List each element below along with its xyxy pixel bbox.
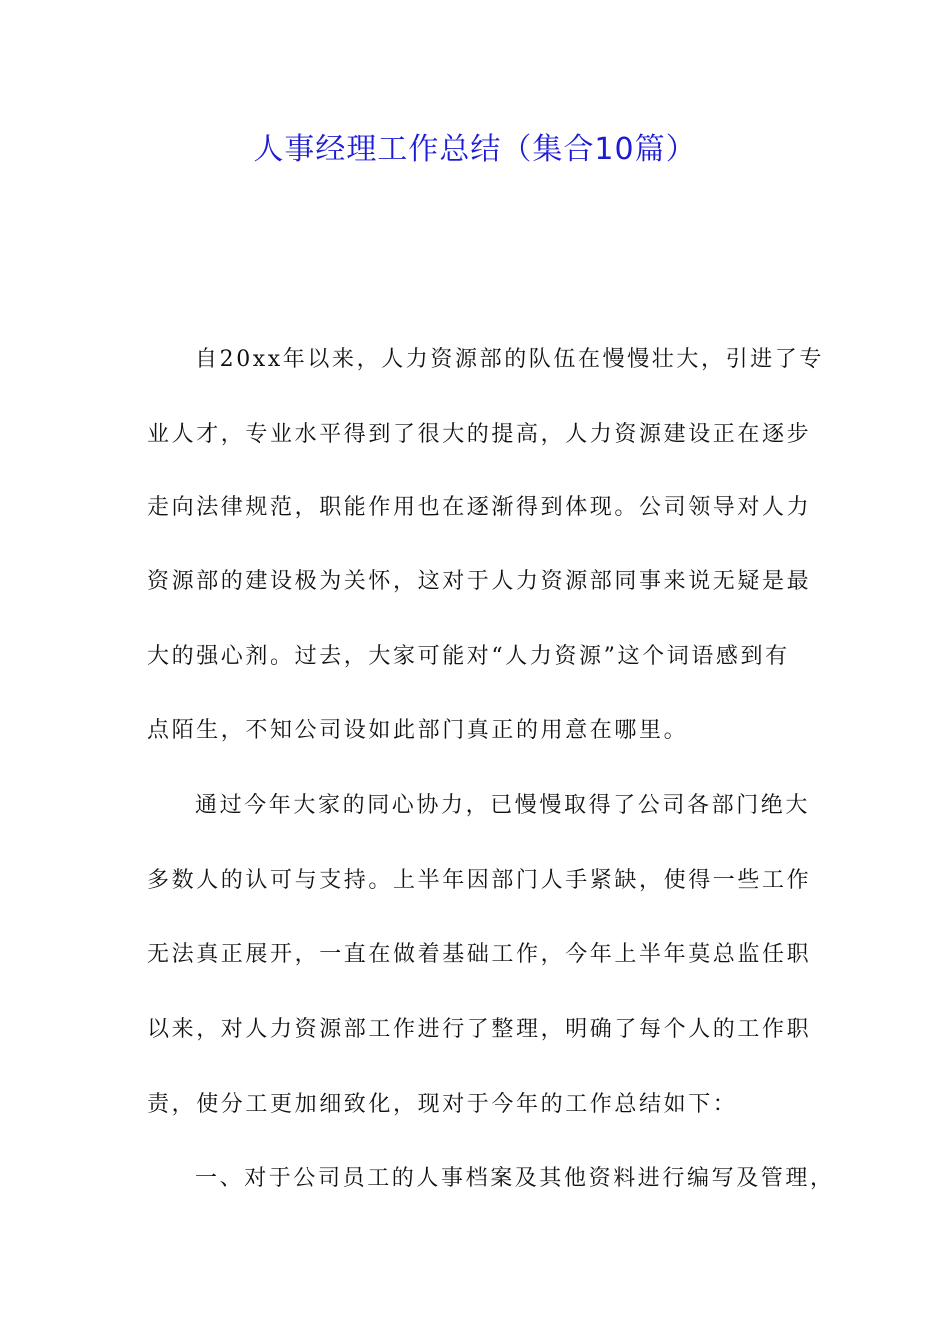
paragraph-1-line-1: 自20xx年以来，人力资源部的队伍在慢慢壮大，引进了专 [195,347,825,372]
document-title: 人事经理工作总结（集合10篇） [253,132,697,167]
paragraph-3-line-1: 一、对于公司员工的人事档案及其他资料进行编写及管理， [195,1166,835,1191]
paragraph-1-line-5: 大的强心剂。过去，大家可能对“人力资源”这个词语感到有 [147,644,790,669]
paragraph-1-line-6: 点陌生，不知公司设如此部门真正的用意在哪里。 [147,718,689,743]
paragraph-1-line-4: 资源部的建设极为关怀，这对于人力资源部同事来说无疑是最 [147,569,812,594]
paragraph-2-line-1: 通过今年大家的同心协力，已慢慢取得了公司各部门绝大 [195,793,811,818]
paragraph-2-line-3: 无法真正展开，一直在做着基础工作，今年上半年莫总监任职 [147,942,812,967]
paragraph-1-line-2: 业人才，专业水平得到了很大的提高，人力资源建设正在逐步 [147,422,812,447]
paragraph-2-line-4: 以来，对人力资源部工作进行了整理，明确了每个人的工作职 [147,1017,812,1042]
paragraph-1-line-3: 走向法律规范，职能作用也在逐渐得到体现。公司领导对人力 [147,495,812,520]
paragraph-2-line-2: 多数人的认可与支持。上半年因部门人手紧缺，使得一些工作 [147,868,812,893]
paragraph-2-line-5: 责，使分工更加细致化，现对于今年的工作总结如下： [147,1092,738,1117]
